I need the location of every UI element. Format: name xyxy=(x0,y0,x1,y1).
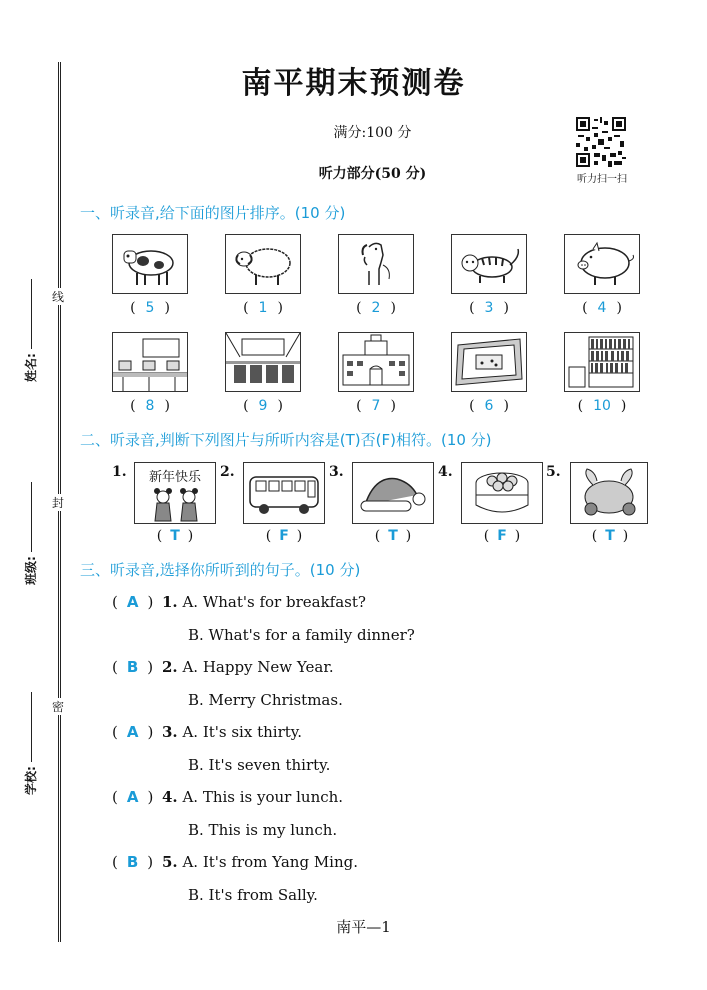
tf-number-4: 4. xyxy=(438,464,453,480)
question-2-option-b[interactable]: B. Merry Christmas. xyxy=(188,691,343,709)
computer-room-icon xyxy=(112,332,188,392)
tf-number-1: 1. xyxy=(112,464,127,480)
answer-classroom[interactable]: ( 9 ) xyxy=(243,398,283,414)
question-5-option-a[interactable]: ( B ) 5. A. It's from Yang Ming. xyxy=(112,853,359,871)
answer-computer-room[interactable]: ( 8 ) xyxy=(130,398,170,414)
question-4-option-a[interactable]: ( A ) 4. A. This is your lunch. xyxy=(112,788,344,806)
binding-mark-line: 线 xyxy=(48,288,68,305)
playground-icon xyxy=(451,332,527,392)
tf-answer-3[interactable]: ( T ) xyxy=(374,528,412,544)
tf-number-2: 2. xyxy=(220,464,235,480)
tf-answer-1[interactable]: ( T ) xyxy=(156,528,194,544)
tiger-icon xyxy=(451,234,527,294)
school-field xyxy=(22,692,39,795)
school-blank[interactable] xyxy=(31,692,32,762)
bus-icon xyxy=(243,462,325,524)
tf-answer-2[interactable]: ( F ) xyxy=(265,528,303,544)
answer-horse[interactable]: ( 2 ) xyxy=(356,300,396,316)
answer-sheep[interactable]: ( 1 ) xyxy=(243,300,283,316)
question-3-option-a[interactable]: ( A ) 3. A. It's six thirty. xyxy=(112,723,303,741)
question-2-option-a[interactable]: ( B ) 2. A. Happy New Year. xyxy=(112,658,334,676)
sheep-icon xyxy=(225,234,301,294)
cow-icon xyxy=(112,234,188,294)
answer-cow[interactable]: ( 5 ) xyxy=(130,300,170,316)
answer-tiger[interactable]: ( 3 ) xyxy=(469,300,509,316)
question-1-option-a[interactable]: ( A ) 1. A. What's for breakfast? xyxy=(112,593,366,611)
turkey-dinner-icon xyxy=(570,462,648,524)
school-building-icon xyxy=(338,332,414,392)
school-label: 学校: xyxy=(24,766,38,795)
question-5-option-b[interactable]: B. It's from Sally. xyxy=(188,886,318,904)
binding-mark-secret: 密 xyxy=(48,698,68,715)
part3-heading: 三、听录音,选择你所听到的句子。(10 分) xyxy=(80,561,361,579)
dumplings-icon xyxy=(461,462,543,524)
listening-header: 听力部分(50 分) xyxy=(318,166,427,182)
answer-playground[interactable]: ( 6 ) xyxy=(469,398,509,414)
qr-code-icon[interactable] xyxy=(576,117,626,167)
part2-heading: 二、听录音,判断下列图片与所听内容是(T)否(F)相符。(10 分) xyxy=(80,431,492,449)
answer-school-building[interactable]: ( 7 ) xyxy=(356,398,396,414)
classroom-icon xyxy=(225,332,301,392)
santa-hat-icon xyxy=(352,462,434,524)
class-label: 班级: xyxy=(24,556,38,585)
class-field xyxy=(22,482,39,585)
full-score: 满分:100 分 xyxy=(333,125,412,141)
name-field xyxy=(22,279,39,382)
tf-answer-5[interactable]: ( T ) xyxy=(591,528,629,544)
new-year-card-icon xyxy=(134,462,216,524)
horse-icon xyxy=(338,234,414,294)
pig-icon xyxy=(564,234,640,294)
tf-number-5: 5. xyxy=(546,464,561,480)
card-greeting: 新年快乐 xyxy=(148,470,201,485)
name-label: 姓名: xyxy=(24,353,38,382)
question-4-option-b[interactable]: B. This is my lunch. xyxy=(188,821,338,839)
qr-caption: 听力扫一扫 xyxy=(577,174,627,185)
answer-library[interactable]: ( 10 ) xyxy=(577,398,627,414)
name-blank[interactable] xyxy=(31,279,32,349)
page-footer: 南平—1 xyxy=(336,918,391,936)
page-title: 南平期末预测卷 xyxy=(241,66,466,101)
tf-answer-4[interactable]: ( F ) xyxy=(483,528,521,544)
question-1-option-b[interactable]: B. What's for a family dinner? xyxy=(188,626,415,644)
class-blank[interactable] xyxy=(31,482,32,552)
part1-heading: 一、听录音,给下面的图片排序。(10 分) xyxy=(80,204,346,222)
library-icon xyxy=(564,332,640,392)
tf-number-3: 3. xyxy=(329,464,344,480)
answer-pig[interactable]: ( 4 ) xyxy=(582,300,622,316)
binding-mark-seal: 封 xyxy=(48,494,68,511)
question-3-option-b[interactable]: B. It's seven thirty. xyxy=(188,756,331,774)
